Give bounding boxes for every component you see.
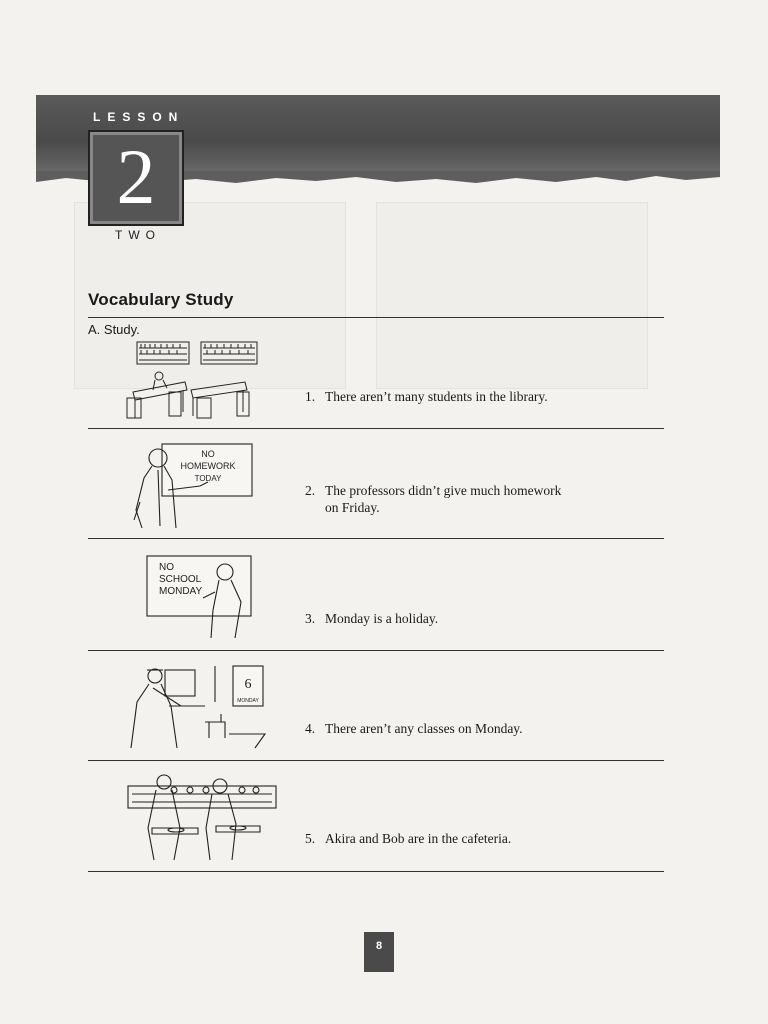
ghost-panel-right xyxy=(376,202,648,389)
item-number: 1. xyxy=(305,389,316,404)
item-rule-4 xyxy=(88,760,664,761)
item-rule-3 xyxy=(88,650,664,651)
vocab-item-3 xyxy=(305,610,635,627)
sign-line-3: MONDAY xyxy=(159,586,203,597)
lesson-number-word: TWO xyxy=(115,228,161,242)
item-text: There aren’t many students in the library. xyxy=(325,389,548,404)
page-number: 8 xyxy=(364,932,394,972)
no-school-illustration xyxy=(145,552,265,642)
item-number: 5. xyxy=(305,831,316,846)
professor-illustration xyxy=(128,440,263,530)
vocab-item-1 xyxy=(305,388,635,405)
item-rule-2 xyxy=(88,538,664,539)
calendar-day: 6 xyxy=(244,677,252,692)
item-text: The professors didn’t give much homework xyxy=(325,483,562,498)
sign-line-1: NO xyxy=(201,449,215,459)
vocab-item-4 xyxy=(305,720,635,737)
item-number: 3. xyxy=(305,611,316,626)
item-text: There aren’t any classes on Monday. xyxy=(325,721,523,736)
classroom-illustration xyxy=(125,662,270,752)
section-subtitle: A. Study. xyxy=(88,322,140,337)
vocab-item-5 xyxy=(305,830,635,847)
lesson-label: LESSON xyxy=(93,110,185,124)
sign-line-3: TODAY xyxy=(194,474,222,483)
section-title: Vocabulary Study xyxy=(88,290,234,309)
item-text: Monday is a holiday. xyxy=(325,611,439,626)
item-text-line2: on Friday. xyxy=(325,500,380,515)
vocab-item-2 xyxy=(305,482,635,516)
cafeteria-illustration xyxy=(124,772,279,864)
item-number: 2. xyxy=(305,483,316,498)
sign-line-1: NO xyxy=(159,562,174,573)
item-rule-5 xyxy=(88,871,664,872)
sign-line-2: SCHOOL xyxy=(159,574,202,585)
item-number: 4. xyxy=(305,721,316,736)
library-illustration xyxy=(125,340,265,422)
lesson-number: 2 xyxy=(88,130,184,226)
calendar-label: MONDAY xyxy=(237,698,259,704)
title-rule xyxy=(88,317,664,318)
item-text: Akira and Bob are in the cafeteria. xyxy=(325,831,512,846)
item-rule-1 xyxy=(88,428,664,429)
sign-line-2: HOMEWORK xyxy=(180,461,236,471)
